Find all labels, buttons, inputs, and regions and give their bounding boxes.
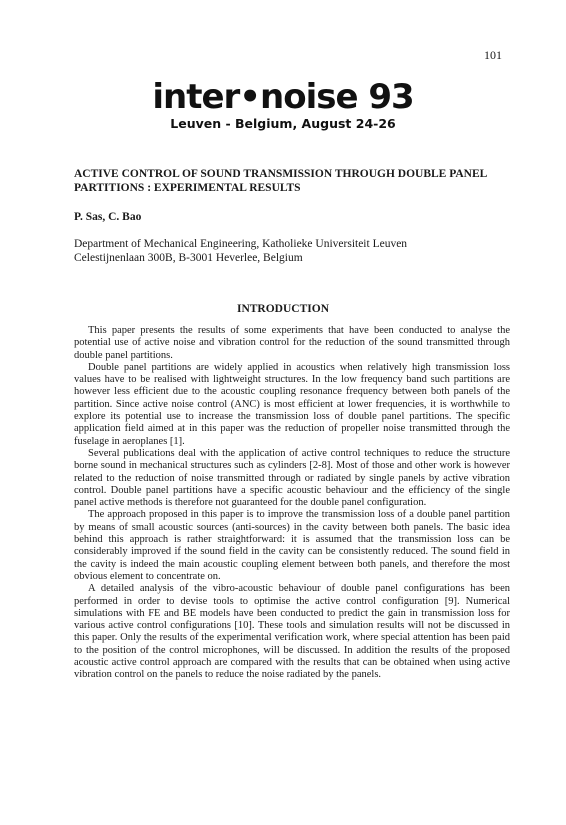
body-paragraph: The approach proposed in this paper is to improve the transmission loss of a double panel partition by means of small acoustic sources (anti-sources) in the cavity between both panels. The basic idea behind this approach is rather straightforward: it is assumed that the transmission loss can be considerably improved if the sound field in the cavity can be consistently reduced. The sound field in the cavity is indeed the main acoustic coupling element between both panels, and therefore the most obvious element to concentrate on. (74, 509, 510, 582)
paper-title: ACTIVE CONTROL OF SOUND TRANSMISSION THROUGH DOUBLE PANEL PARTITIONS : EXPERIMENTAL RESULTS (74, 168, 487, 194)
body-paragraph: Double panel partitions are widely applied in acoustics when relatively high transmission loss values have to be realised with lightweight structures. In the low frequency band such partitions are however less efficient due to the acoustic coupling resonance frequency between both panels of the partition. Since active noise control (ANC) is most efficient at lower frequencies, it is worthwhile to explore its potential use to increase the transmission loss of double panel partitions. The specific application field aimed at in this paper was the reduction of propeller noise transmitted through the fuselage in aeroplanes [1]. (74, 361, 510, 447)
conference-logo: inter•noise 93 (152, 77, 414, 117)
body-paragraph: A detailed analysis of the vibro-acoustic behaviour of double panel configurations has been performed in order to devise tools to optimise the active control configuration [9]. Numerical simulations with FE and BE models have been conducted to predict the gain in transmission loss for various active control configurations [10]. These tools and simulation results will not be discussed in this paper. Only the results of the experimental verification work, where special attention has been paid to the position of the control microphones, will be discussed. In addition the results of the proposed acoustic active control approach are compared with the results that can be obtained when using active vibration control on the panels to reduce the noise radiated by the panels. (74, 583, 510, 681)
introduction-body (74, 325, 510, 682)
paper-authors: P. Sas, C. Bao (74, 211, 142, 223)
section-heading-introduction: INTRODUCTION (236, 303, 329, 315)
author-affiliation (74, 237, 514, 265)
body-paragraph: This paper presents the results of some experiments that have been conducted to analyse the potential use of active noise and vibration control for the reduction of the sound transmitted through double panel partitions. (74, 325, 510, 361)
affiliation-address: Celestijnenlaan 300B, B-3001 Heverlee, Belgium (74, 252, 303, 264)
affiliation-department: Department of Mechanical Engineering, Katholieke Universiteit Leuven (74, 238, 408, 250)
conference-location-date: Leuven - Belgium, August 24-26 (170, 116, 396, 131)
body-paragraph: Several publications deal with the application of active control techniques to reduce the structure borne sound in mechanical structures such as cylinders [2-8]. Most of those and other work is however related to the reduction of noise transmitted through or radiated by single panels by active vibration control. Double panel partitions have a specific acoustic behaviour and the efficiency of the single panel active methods is therefore not guaranteed for the double panel configuration. (74, 447, 510, 509)
page-number: 101 (484, 48, 502, 62)
